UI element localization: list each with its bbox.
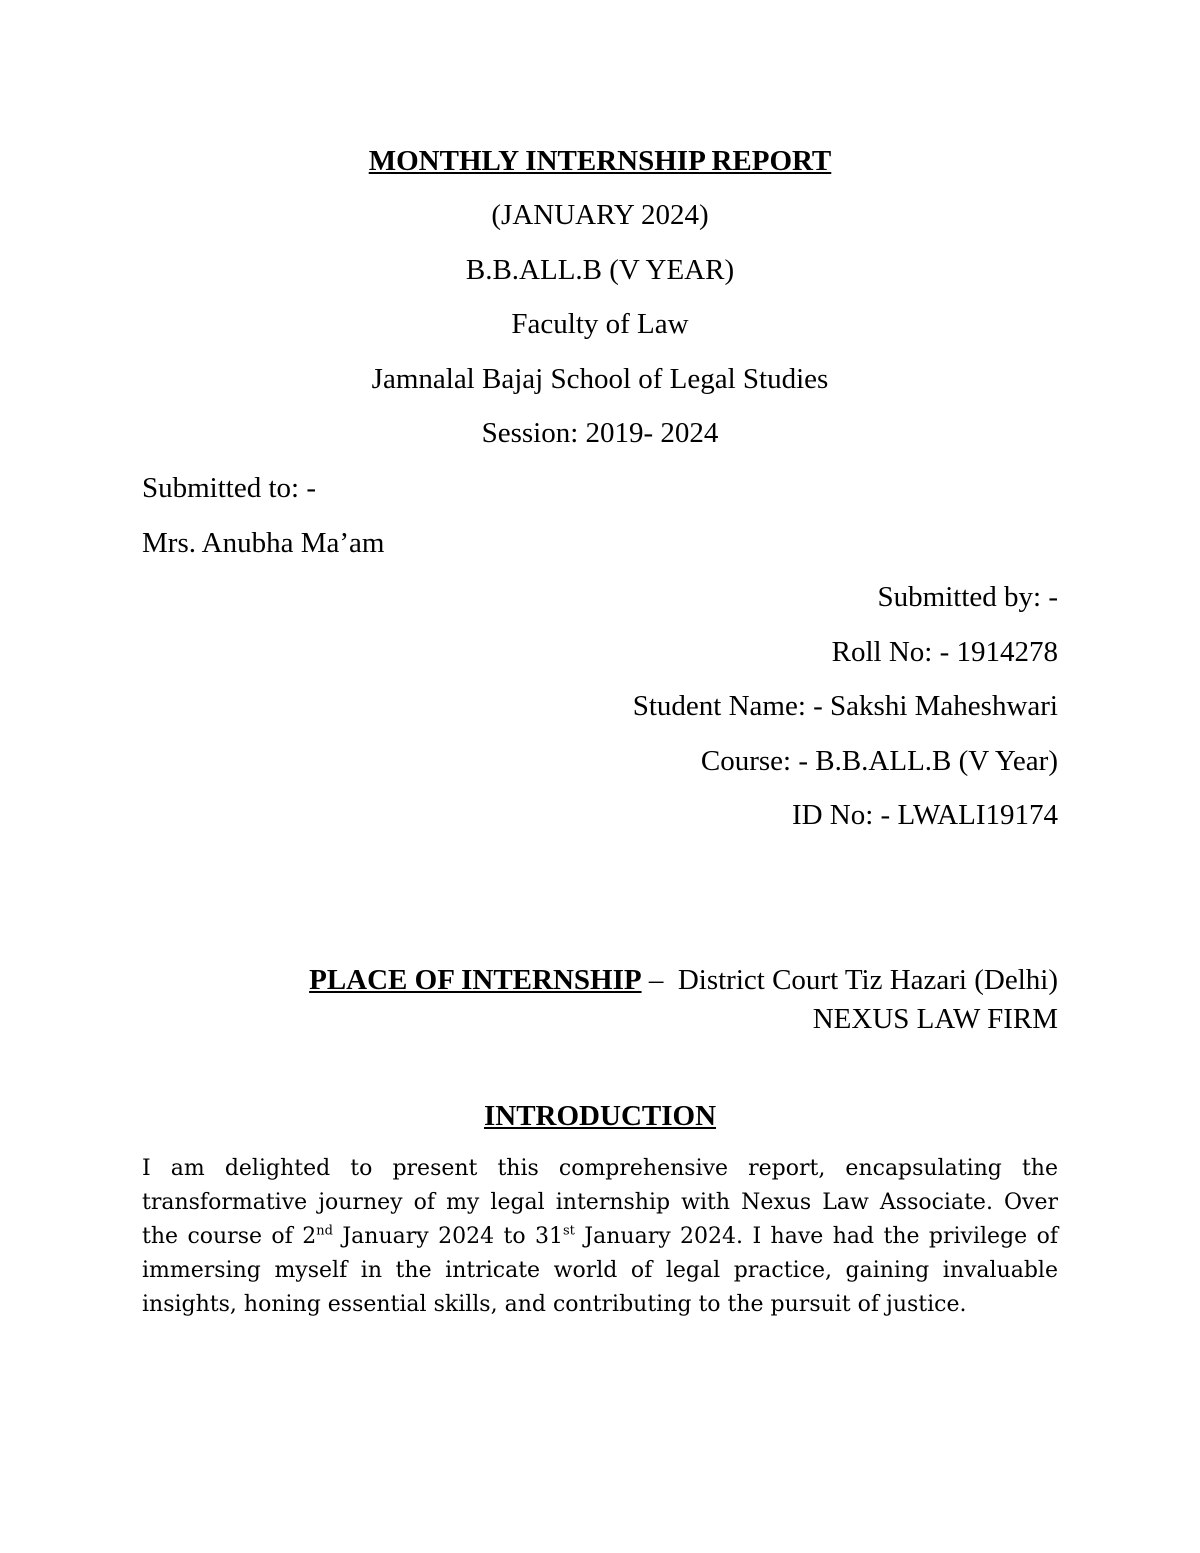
submitted-to-label: Submitted to: -: [142, 472, 316, 504]
intro-text-part2: January 2024 to 31: [332, 1224, 563, 1249]
school-name: Jamnalal Bajaj School of Legal Studies: [371, 363, 829, 395]
faculty-name: Faculty of Law: [511, 308, 689, 340]
introduction-paragraph: [142, 1152, 1058, 1322]
law-firm-name: NEXUS LAW FIRM: [812, 1003, 1058, 1035]
place-of-internship: [309, 962, 1058, 998]
student-id: ID No: - LWALI19174: [791, 799, 1058, 831]
student-name: Student Name: - Sakshi Maheshwari: [632, 690, 1058, 722]
student-course: Course: - B.B.ALL.B (V Year): [700, 745, 1058, 777]
intro-text-part1: I am delighted to present this comprehensive report, encapsulating the transformative journey of my legal internship with Nexus Law Associate. Over the course of 2: [142, 1156, 1058, 1249]
submitted-by-label: Submitted by: -: [877, 581, 1058, 613]
course-heading: B.B.ALL.B (V YEAR): [465, 254, 735, 286]
place-of-internship-value: District Court Tiz Hazari (Delhi): [677, 964, 1058, 996]
introduction-heading: INTRODUCTION: [483, 1100, 717, 1132]
place-separator: –: [641, 964, 678, 996]
intro-superscript-nd: nd: [316, 1223, 333, 1239]
report-month: (JANUARY 2024): [491, 199, 709, 231]
intro-superscript-st: st: [562, 1223, 575, 1239]
submitted-to-name: Mrs. Anubha Ma’am: [142, 527, 385, 559]
roll-number: Roll No: - 1914278: [831, 636, 1058, 668]
session-years: Session: 2019- 2024: [481, 417, 719, 449]
place-of-internship-label: PLACE OF INTERNSHIP: [309, 964, 642, 996]
report-title: MONTHLY INTERNSHIP REPORT: [368, 145, 832, 177]
intro-text-part3: January 2024. I have had the privilege of immersing myself in the intricate world of legal practice, gaining invaluable insights, honing essential skills, and contributing to the pursuit of justice.: [142, 1224, 1058, 1317]
